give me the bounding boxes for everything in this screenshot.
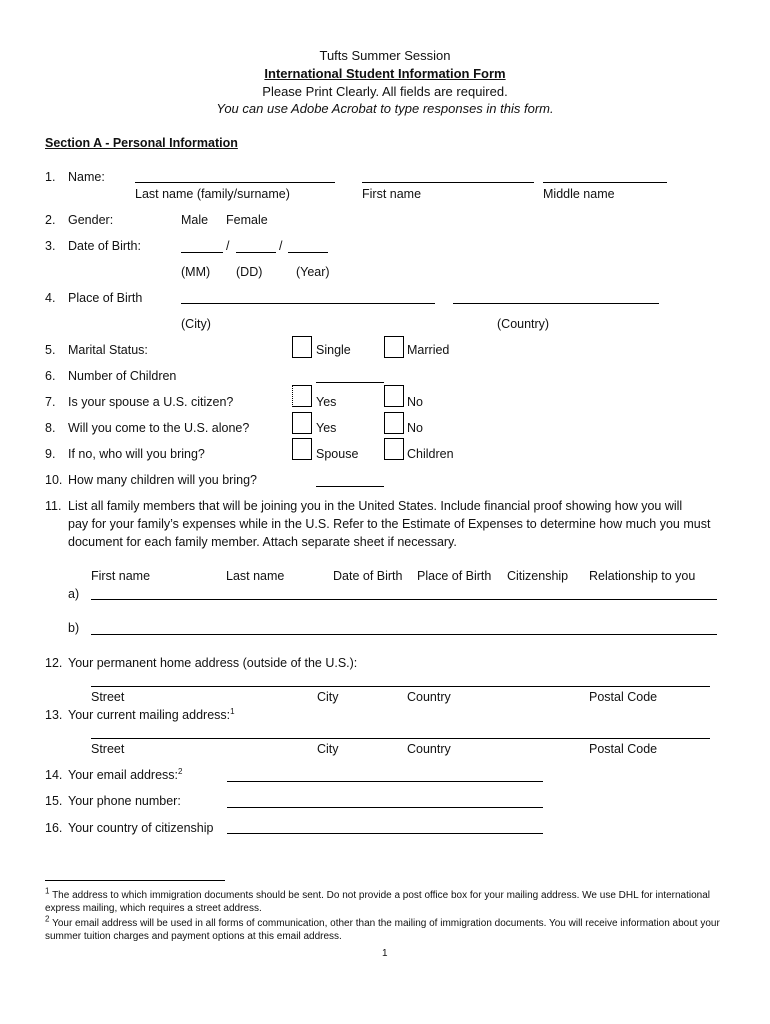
gender-male[interactable]: Male [181, 213, 209, 227]
bring-children-checkbox[interactable] [384, 438, 404, 460]
form-note: You can use Adobe Acrobat to type responses in this form. [216, 101, 554, 116]
q9-num: 9. [45, 447, 56, 461]
mail-city-caption: City [317, 742, 339, 756]
footnote-ref-2: 2 [178, 766, 183, 776]
dob-mm-caption: (MM) [181, 265, 211, 279]
come-alone-no-label: No [407, 421, 423, 435]
q11-line3: document for each family member. Attach separate sheet if necessary. [68, 535, 457, 549]
children-bring-count-field[interactable] [316, 486, 384, 487]
come-alone-no-checkbox[interactable] [384, 412, 404, 434]
form-title: International Student Information Form [264, 66, 506, 81]
family-col-citizenship: Citizenship [507, 569, 569, 583]
mail-country-caption: Country [407, 742, 451, 756]
come-alone-yes-label: Yes [316, 421, 337, 435]
q7-label: Is your spouse a U.S. citizen? [68, 395, 234, 409]
bring-spouse-label: Spouse [316, 447, 359, 461]
email-field[interactable] [227, 781, 543, 782]
first-name-field[interactable] [362, 182, 534, 183]
citizenship-field[interactable] [227, 833, 543, 834]
come-alone-yes-checkbox[interactable] [292, 412, 312, 434]
mail-street-caption: Street [91, 742, 125, 756]
last-name-caption: Last name (family/surname) [135, 187, 290, 201]
q5-label: Marital Status: [68, 343, 148, 357]
family-col-relationship: Relationship to you [589, 569, 696, 583]
dob-month-field[interactable] [181, 252, 223, 253]
family-col-pob: Place of Birth [417, 569, 492, 583]
q1-num: 1. [45, 170, 56, 184]
permanent-address-field[interactable] [91, 686, 710, 687]
q10-label: How many children will you bring? [68, 473, 257, 487]
dob-slash-2: / [279, 239, 283, 253]
q13-num: 13. [45, 708, 63, 722]
family-col-last-name: Last name [226, 569, 285, 583]
birth-city-caption: (City) [181, 317, 211, 331]
family-row-a-label: a) [68, 587, 80, 601]
q9-label: If no, who will you bring? [68, 447, 205, 461]
last-name-field[interactable] [135, 182, 335, 183]
q11-line1: List all family members that will be joining you in the United States. Include financial proof showing how you will [68, 499, 683, 513]
mail-postal-caption: Postal Code [589, 742, 658, 756]
spouse-citizen-no-label: No [407, 395, 423, 409]
single-checkbox[interactable] [292, 336, 312, 358]
dob-year-caption: (Year) [296, 265, 330, 279]
single-label: Single [316, 343, 351, 357]
footnote-separator [45, 880, 225, 881]
q2-num: 2. [45, 213, 56, 227]
birth-country-caption: (Country) [497, 317, 550, 331]
spouse-citizen-no-checkbox[interactable] [384, 385, 404, 407]
middle-name-caption: Middle name [543, 187, 615, 201]
footnote-2: $^2$ Your email address will be used in all forms of communication, other than the mailing of immigration documents. You will receive information about your summer tuition charges and payment options at this email address. [45, 914, 720, 942]
q1-label: Name: [68, 170, 105, 184]
q5-num: 5. [45, 343, 56, 357]
family-row-b-label: b) [68, 621, 80, 635]
q12-label: Your permanent home address (outside of the U.S.): [68, 656, 358, 670]
number-of-children-field[interactable] [316, 382, 384, 383]
form-instruction: Please Print Clearly. All fields are required. [262, 84, 508, 99]
mailing-address-field[interactable] [91, 738, 710, 739]
q4-num: 4. [45, 291, 56, 305]
q8-num: 8. [45, 421, 56, 435]
q16-num: 16. [45, 821, 63, 835]
footnote-ref-1: 1 [230, 706, 235, 716]
perm-street-caption: Street [91, 690, 125, 704]
bring-children-label: Children [407, 447, 454, 461]
page-number: 1 [382, 948, 388, 959]
q16-label: Your country of citizenship [68, 821, 214, 835]
family-col-dob: Date of Birth [333, 569, 403, 583]
q11-line2: pay for your family’s expenses while in the U.S. Refer to the Estimate of Expenses to determine how much you must [68, 517, 711, 531]
birth-city-field[interactable] [181, 303, 435, 304]
perm-country-caption: Country [407, 690, 451, 704]
middle-name-field[interactable] [543, 182, 667, 183]
spouse-citizen-yes-checkbox[interactable] [292, 385, 312, 407]
q4-label: Place of Birth [68, 291, 143, 305]
gender-female[interactable]: Female [226, 213, 268, 227]
q15-label: Your phone number: [68, 794, 181, 808]
q2-label: Gender: [68, 213, 114, 227]
q14-num: 14. [45, 768, 63, 782]
form-org: Tufts Summer Session [319, 48, 451, 63]
footnote-1: $^1$ The address to which immigration documents should be sent. Do not provide a post office box for your mailing address. We use DHL for international express mailing, which requires a street address. [45, 886, 710, 914]
family-row-a-field[interactable] [91, 599, 717, 600]
perm-city-caption: City [317, 690, 339, 704]
q12-num: 12. [45, 656, 63, 670]
q3-label: Date of Birth: [68, 239, 141, 253]
dob-day-field[interactable] [236, 252, 276, 253]
first-name-caption: First name [362, 187, 422, 201]
dob-dd-caption: (DD) [236, 265, 263, 279]
dob-year-field[interactable] [288, 252, 328, 253]
birth-country-field[interactable] [453, 303, 659, 304]
perm-postal-caption: Postal Code [589, 690, 658, 704]
q14-label: Your email address:$^2$ [68, 766, 183, 782]
family-row-b-field[interactable] [91, 634, 717, 635]
married-label: Married [407, 343, 450, 357]
q15-num: 15. [45, 794, 63, 808]
q6-num: 6. [45, 369, 56, 383]
family-col-first-name: First name [91, 569, 151, 583]
dob-slash-1: / [226, 239, 230, 253]
q10-num: 10. [45, 473, 63, 487]
section-a-heading: Section A - Personal Information [45, 136, 238, 150]
q3-num: 3. [45, 239, 56, 253]
phone-field[interactable] [227, 807, 543, 808]
q8-label: Will you come to the U.S. alone? [68, 421, 250, 435]
married-checkbox[interactable] [384, 336, 404, 358]
q13-label: Your current mailing address:$^1$ [68, 706, 235, 722]
q11-num: 11. [45, 499, 62, 513]
bring-spouse-checkbox[interactable] [292, 438, 312, 460]
q6-label: Number of Children [68, 369, 177, 383]
spouse-citizen-yes-label: Yes [316, 395, 337, 409]
q7-num: 7. [45, 395, 56, 409]
